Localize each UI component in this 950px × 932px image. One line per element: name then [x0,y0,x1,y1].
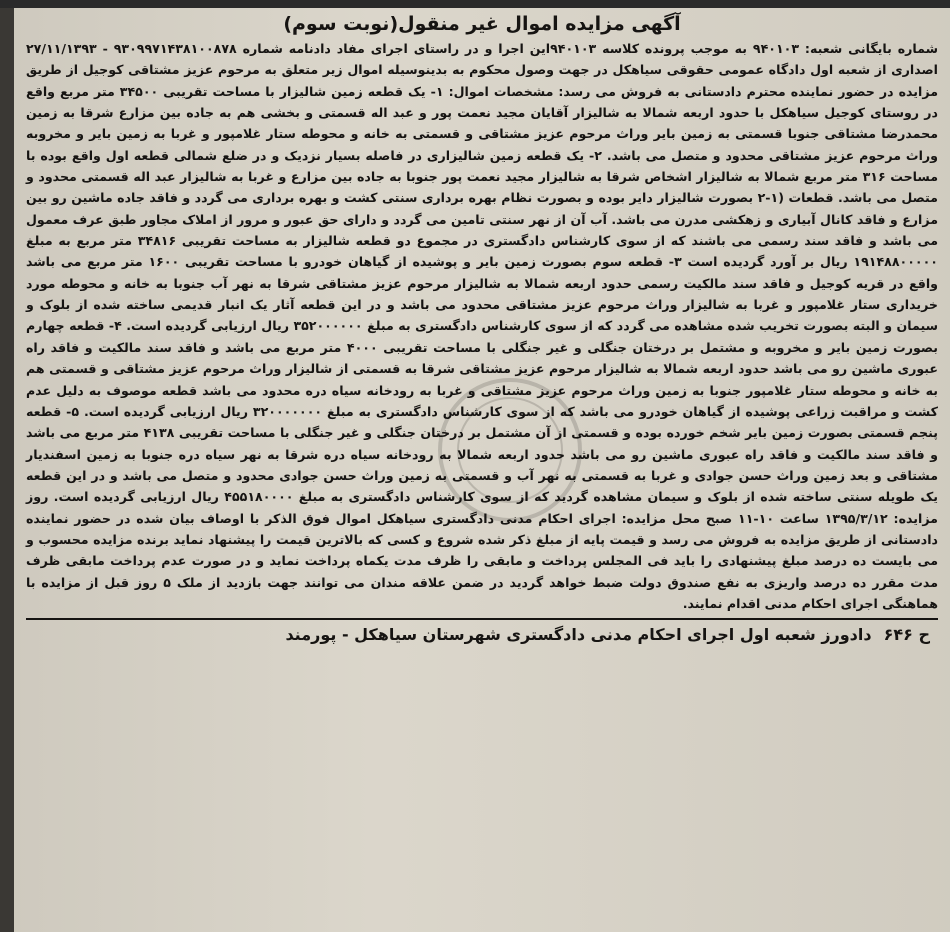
notice-footer [26,620,938,650]
notice-signature: دادورز شعبه اول اجرای احکام مدنی دادگستری شهرستان سیاهکل - پورمند [285,625,872,645]
notice-body: شماره بایگانی شعبه: ۹۴۰۱۰۳ به موجب پرونده کلاسه ۹۴۰۱۰۳این اجرا و در راستای اجرای مفاد دادنامه شماره ۹۳۰۹۹۷۱۴۳۸۱۰۰۸۷۸ - ۲۷/۱۱/۱۳۹۳ اصداری از شعبه اول دادگاه عمومی حقوقی سیاهکل در جهت وصول محکوم به بدینوسیله اموال زیر متعلق به مرحوم عزیز مشتاقی کوجیل از طریق مزایده در حضور نماینده محترم دادستانی به فروش می رسد: مشخصات اموال: ۱- یک قطعه زمین شالیزار با مساحت تقریبی ۳۴۵۰۰ متر مربع واقع در روستای کوجیل سیاهکل با حدود اربعه شمالا به شالیزار آقایان مجید نعمت پور و عبد اله قسمتی و بخشی هم به جاده بین مزارع شرقا به زمین محمدرضا مشتاقی جنوبا قسمتی به زمین بایر وراث مرحوم عزیز مشتاقی و قسمتی به خانه و محوطه ستار غلامپور و غربا به زمین بایر و مخروبه وراث مرحوم عزیز مشتاقی محدود و متصل می باشد. ۲- یک قطعه زمین شالیزاری در فاصله بسیار نزدیک و در ضلع شمالی قطعه اول واقع بوده با مساحت ۳۱۶ متر مربع شمالا به شالیزار اشخاص شرقا به شالیزار مجید نعمت پور جنوبا به جاده بین مزارع و غربا به شالیزار عبد اله قسمتی محدود و متصل می باشد. قطعات (۱-۲ بصورت شالیزار دایر بوده و بصورت نظام بهره برداری سنتی کشت و بهره برداری می گردد و فاقد جاده ماشین رو بین مزارع و فاقد کانال آبیاری و زهکشی مدرن می باشد. آب آن از نهر سنتی تامین می گردد و دارای حق عبور و مرور از املاک مجاور طبق عرف معمول می باشد و فاقد سند رسمی می باشند که از سوی کارشناس دادگستری در مجموع دو قطعه شالیزار به مساحت تقریبی ۳۴۸۱۶ متر مربع به مبلغ ۱۹۱۴۸۸۰۰۰۰۰ ریال بر آورد گردیده است ۳- قطعه سوم بصورت زمین بایر و پوشیده از گیاهان خودرو با مساحت تقریبی ۱۶۰۰ متر مربع می باشد واقع در قریه کوجیل و فاقد سند مالکیت رسمی حدود اربعه شمالا به شالیزار مرحوم عزیز مشتاقی شرقا به نهر آب جنوبا به خانه و محوطه مورد خریداری ستار غلامپور و غربا به شالیزار وراث مرحوم عزیز مشتاقی محدود می باشد و در این قطعه آثار یک انبار قدیمی ساخته شده از بلوک و سیمان و البته بصورت تخریب شده مشاهده می گردد که از سوی کارشناس دادگستری به مبلغ ۳۵۲۰۰۰۰۰۰ ریال ارزیابی گردیده است. ۴- قطعه چهارم بصورت زمین بایر و مخروبه و مشتمل بر درختان جنگلی و غیر جنگلی با مساحت تقریبی ۴۰۰۰ متر مربع می باشد و فاقد سند مالکیت و فاقد راه عبوری ماشین رو می باشد حدود اربعه شمالا به شالیزار مرحوم عزیز مشتاقی شرقا به قسمتی از شالیزار وراث مرحوم عزیز مشتاقی و قسمتی هم به خانه و محوطه ستار غلامپور جنوبا به زمین وراث مرحوم عزیز مشتاقی و غربا به رودخانه سیاه دره محدود می باشد قطعه موصوف به دلیل عدم کشت و مراقبت زراعی پوشیده از گیاهان خودرو می باشد که از سوی کارشناس دادگستری به مبلغ ۳۲۰۰۰۰۰۰۰ ریال ارزیابی گردیده است. ۵- قطعه پنجم قسمتی بصورت زمین بایر شخم خورده بوده و قسمتی از آن مشتمل بر درختان جنگلی و غیر جنگلی با مساحت تقریبی ۴۱۳۸ متر مربع می باشد و فاقد سند مالکیت و فاقد راه عبوری ماشین رو می باشد حدود اربعه شمالا به رودخانه سیاه دره شرقا به نهر سیاه دره جنوبا به زمین اسفندیار مشتاقی و بعد زمین وراث حسن جوادی و غربا به قسمتی به نهر آب و قسمتی به زمین وراث حسن جوادی محدود و متصل می باشد و در این قطعه یک طویله سنتی ساخته شده از بلوک و سیمان مشاهده گردید که از سوی کارشناس دادگستری به مبلغ ۴۵۵۱۸۰۰۰۰ ریال ارزیابی گردیده است. روز مزایده: ۱۳۹۵/۳/۱۲ ساعت ۱۰-۱۱ صبح محل مزایده: اجرای احکام مدنی دادگستری سیاهکل اموال فوق الذکر با اوصاف بیان شده در حضور نماینده دادستانی از طریق مزایده به فروش می رسد و قیمت پایه از مبلغ ذکر شده شروع و کسی که بالاترین قیمت را پیشنهاد نماید برنده مزایده محسوب و می بایست ده درصد مبلغ پیشنهادی را باید فی المجلس پرداخت و مابقی را ظرف مدت یکماه پرداخت نماید و در صورت عدم پرداخت مابقی ظرف مدت مقرر ده درصد واریزی به نفع صندوق دولت ضبط خواهد گردید در ضمن علاقه مندان می توانند جهت بازدید از ملک ۵ روز قبل از مزایده با هماهنگی اجرای احکام مدنی اقدام نمایند. [26,41,939,611]
top-dark-strip [0,0,950,8]
auction-notice [22,8,942,926]
notice-title: آگهی مزایده اموال غیر منقول(نوبت سوم) [283,13,681,35]
left-dark-edge [0,8,14,932]
notice-reference: ح ۶۴۶ [883,625,930,645]
